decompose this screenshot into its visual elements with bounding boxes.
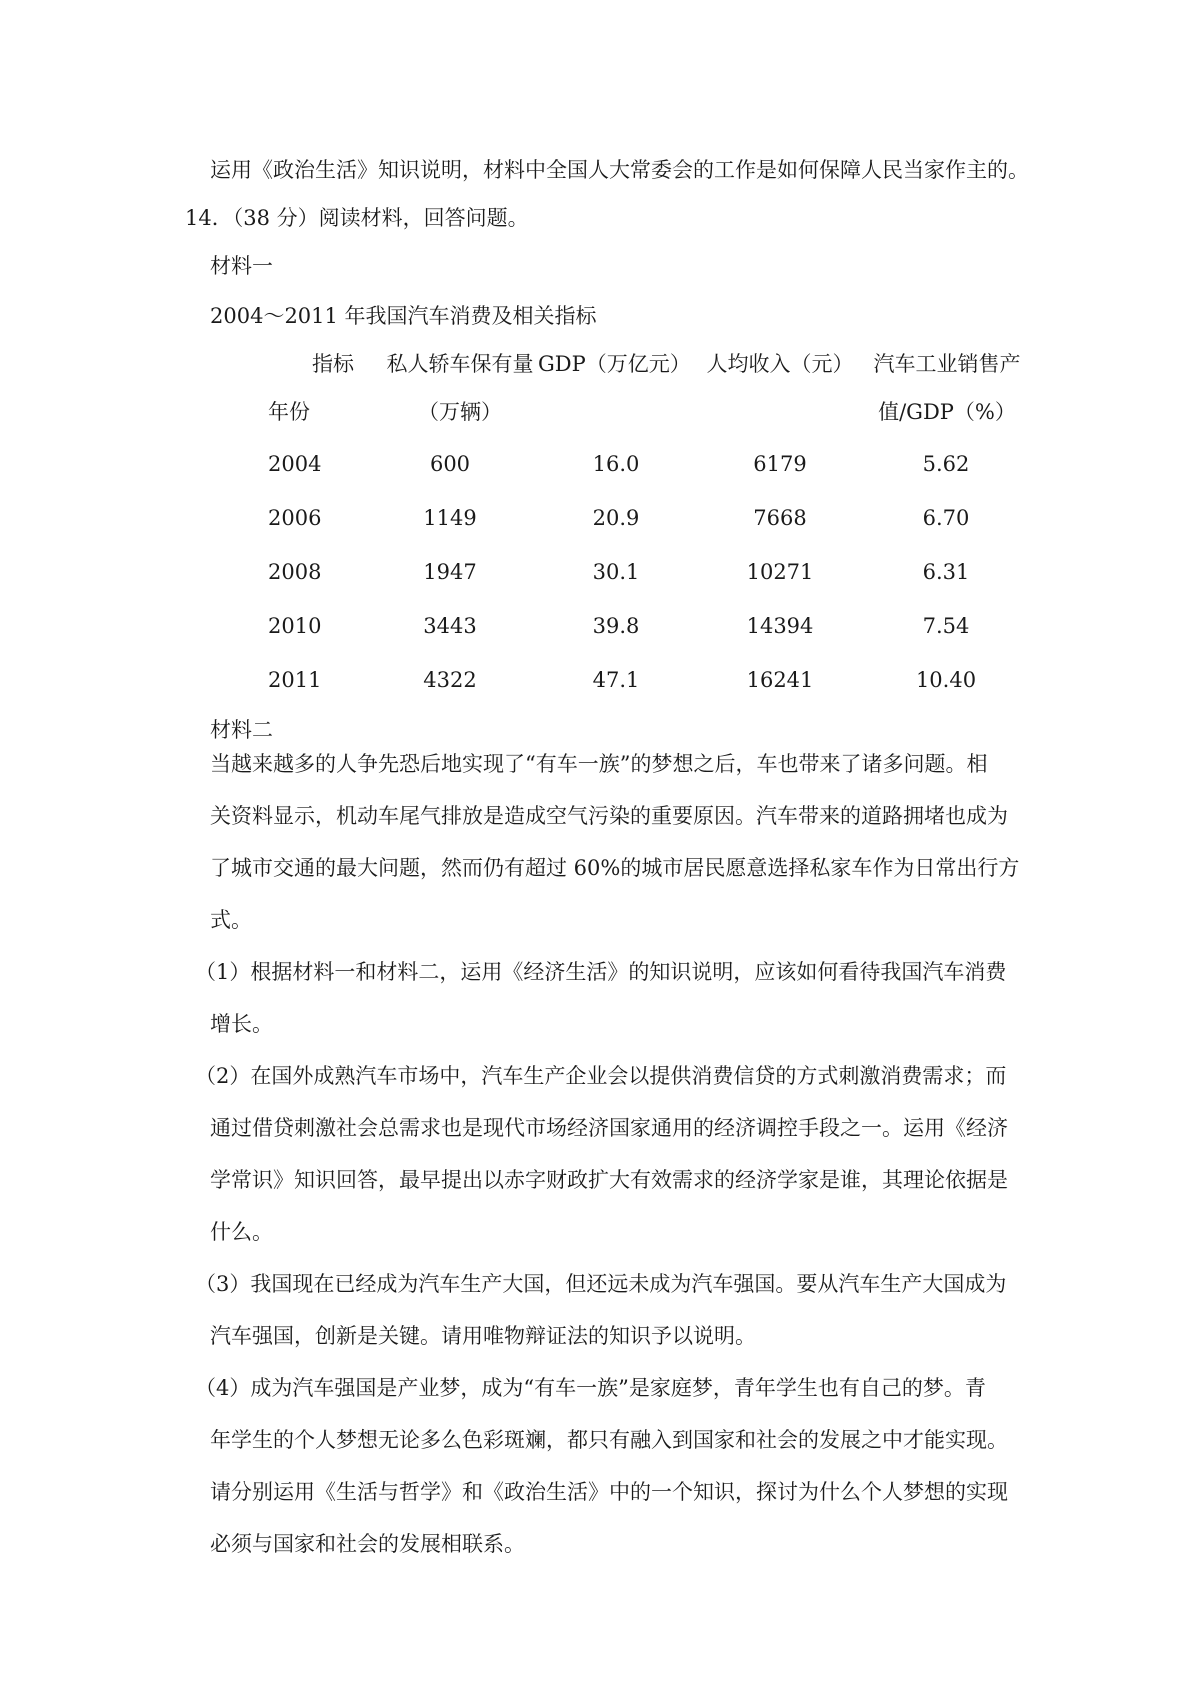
table-corner-top: 指标	[312, 352, 354, 376]
table-cell: 30.1	[592, 560, 640, 584]
table-header-sub: （万辆）	[418, 400, 502, 424]
table-cell: 39.8	[592, 614, 640, 638]
material1-label: 材料一	[210, 254, 273, 278]
table-cell: 6.31	[922, 560, 970, 584]
table-cell: 14394	[746, 614, 814, 638]
text-line: 年学生的个人梦想无论多么色彩斑斓，都只有融入到国家和社会的发展之中才能实现。	[210, 1428, 1008, 1452]
text-line: （1）根据材料一和材料二，运用《经济生活》的知识说明，应该如何看待我国汽车消费	[195, 960, 1007, 984]
text-line: 式。	[210, 908, 252, 932]
table-cell: 47.1	[592, 668, 640, 692]
text-line: 了城市交通的最大问题，然而仍有超过 60%的城市居民愿意选择私家车作为日常出行方	[210, 856, 1020, 880]
material2-text	[210, 738, 1030, 946]
table-cell: 10271	[746, 560, 814, 584]
question-1	[195, 946, 1015, 1050]
question-3	[195, 1258, 1015, 1362]
table-cell: 600	[429, 452, 471, 476]
table-header: 私人轿车保有量	[386, 352, 534, 376]
text-line: （2）在国外成熟汽车市场中，汽车生产企业会以提供消费信贷的方式刺激消费需求；而	[195, 1064, 1007, 1088]
table-cell: 4322	[423, 668, 477, 692]
text-line: 通过借贷刺激社会总需求也是现代市场经济国家通用的经济调控手段之一。运用《经济	[210, 1116, 1008, 1140]
question-4	[195, 1362, 1015, 1570]
table-header-sub: 值/GDP（%）	[878, 400, 1016, 424]
table-cell: 6.70	[922, 506, 970, 530]
table-corner-bottom: 年份	[268, 400, 310, 424]
table-header: 汽车工业销售产	[873, 352, 1021, 376]
table-cell: 16.0	[592, 452, 640, 476]
table-cell: 7.54	[922, 614, 970, 638]
text-line: （3）我国现在已经成为汽车生产大国，但还远未成为汽车强国。要从汽车生产大国成为	[195, 1272, 1007, 1296]
table-cell: 16241	[746, 668, 814, 692]
question-2	[195, 1050, 1015, 1258]
text-line: 关资料显示，机动车尾气排放是造成空气污染的重要原因。汽车带来的道路拥堵也成为	[210, 804, 1008, 828]
material2-label: 材料二	[210, 718, 273, 742]
table-cell: 6179	[753, 452, 807, 476]
table-title: 2004～2011 年我国汽车消费及相关指标	[210, 304, 597, 328]
text-line: 请分别运用《生活与哲学》和《政治生活》中的一个知识，探讨为什么个人梦想的实现	[210, 1480, 1008, 1504]
table-cell-year: 2010	[268, 614, 322, 638]
text-line: 什么。	[210, 1220, 273, 1244]
table-header: GDP（万亿元）	[538, 352, 691, 376]
text-line: 汽车强国，创新是关键。请用唯物辩证法的知识予以说明。	[210, 1324, 756, 1348]
table-cell: 1149	[423, 506, 477, 530]
table-cell-year: 2006	[268, 506, 322, 530]
table-cell: 1947	[423, 560, 477, 584]
question-header: 14．（38 分）阅读材料，回答问题。	[185, 206, 529, 230]
table-cell: 5.62	[922, 452, 970, 476]
table-cell-year: 2004	[268, 452, 322, 476]
table-cell: 20.9	[592, 506, 640, 530]
text-line: （4）成为汽车强国是产业梦，成为“有车一族”是家庭梦，青年学生也有自己的梦。青	[195, 1376, 986, 1400]
table-cell-year: 2011	[268, 668, 322, 692]
table-cell: 10.40	[915, 668, 977, 692]
table-cell: 7668	[753, 506, 807, 530]
table-header: 人均收入（元）	[706, 352, 854, 376]
table-cell: 3443	[423, 614, 477, 638]
text-line: 当越来越多的人争先恐后地实现了“有车一族”的梦想之后，车也带来了诸多问题。相	[210, 752, 988, 776]
table-cell-year: 2008	[268, 560, 322, 584]
text-line: 增长。	[210, 1012, 273, 1036]
intro-line: 运用《政治生活》知识说明，材料中全国人大常委会的工作是如何保障人民当家作主的。	[210, 158, 1029, 182]
text-line: 必须与国家和社会的发展相联系。	[210, 1532, 525, 1556]
text-line: 学常识》知识回答，最早提出以赤字财政扩大有效需求的经济学家是谁，其理论依据是	[210, 1168, 1008, 1192]
